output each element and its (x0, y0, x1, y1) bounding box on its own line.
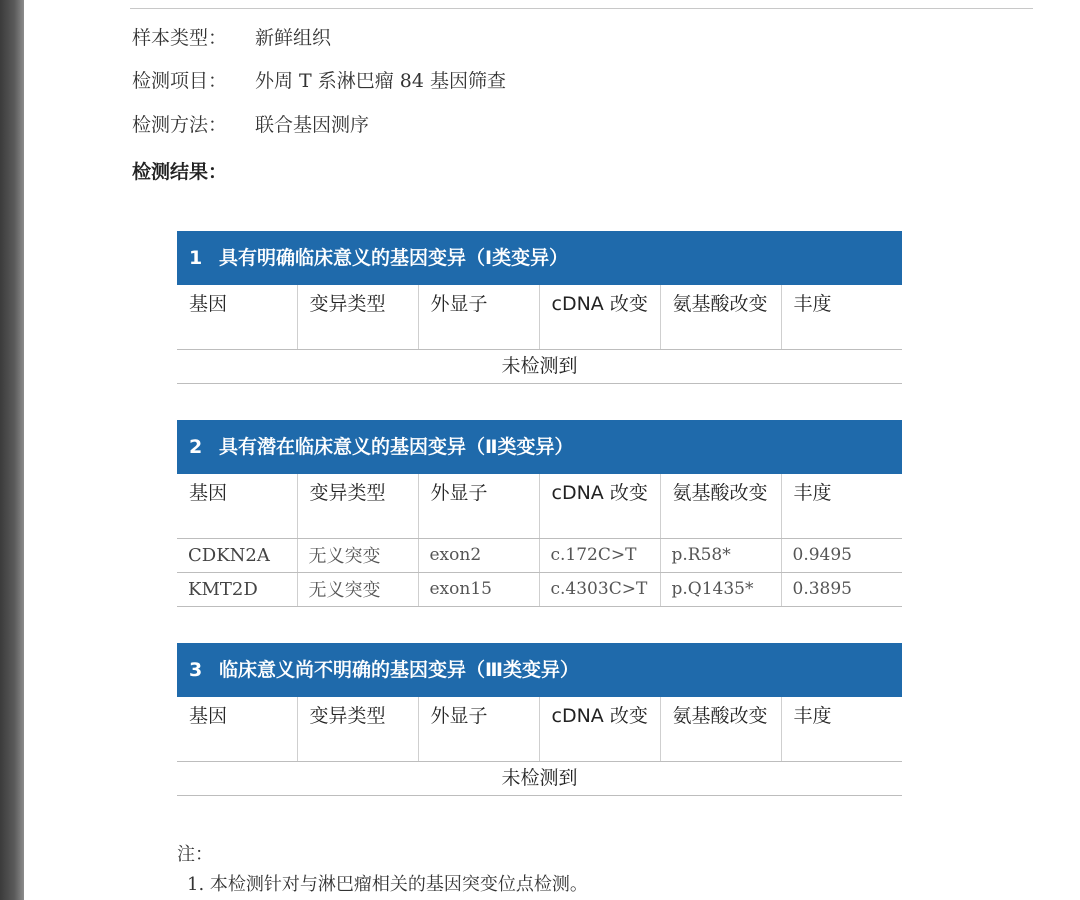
cdna-cell: c.4303C>T (539, 572, 660, 606)
test-method-value: 联合基因测序 (255, 114, 370, 136)
col-cdna: cDNA 改变 (539, 285, 660, 349)
exon-cell: exon2 (418, 538, 539, 572)
table-header-row (177, 474, 902, 538)
gene-cell: CDKN2A (177, 538, 297, 572)
col-amino-acid: 氨基酸改变 (660, 697, 781, 761)
col-abundance: 丰度 (781, 474, 902, 538)
exon-cell: exon15 (418, 572, 539, 606)
section-1-table (177, 285, 902, 350)
section-1-empty-text: 未检测到 (177, 350, 902, 384)
col-variant-type: 变异类型 (297, 697, 418, 761)
cdna-cell: c.172C>T (539, 538, 660, 572)
top-divider (130, 8, 1033, 9)
col-variant-type: 变异类型 (297, 474, 418, 538)
section-1-title: 具有明确临床意义的基因变异（Ⅰ类变异） (219, 247, 569, 269)
section-3-empty-text: 未检测到 (177, 762, 902, 796)
notes (177, 840, 588, 900)
col-cdna: cDNA 改变 (539, 474, 660, 538)
col-variant-type: 变异类型 (297, 285, 418, 349)
table-row (177, 538, 902, 572)
section-3-table (177, 697, 902, 762)
notes-heading: 注： (177, 844, 213, 865)
section-1-header (177, 231, 902, 285)
amino-acid-cell: p.R58* (660, 538, 781, 572)
test-item-value: 外周 T 系淋巴瘤 84 基因筛查 (255, 70, 507, 92)
gene-cell: KMT2D (177, 572, 297, 606)
section-2-title: 具有潜在临床意义的基因变异（Ⅱ类变异） (219, 436, 574, 458)
section-class-1 (177, 231, 902, 384)
test-item-row (132, 68, 506, 94)
col-abundance: 丰度 (781, 697, 902, 761)
test-item-label: 检测项目： (132, 70, 228, 92)
col-exon: 外显子 (418, 285, 539, 349)
section-class-2 (177, 420, 902, 607)
col-cdna: cDNA 改变 (539, 697, 660, 761)
col-exon: 外显子 (418, 697, 539, 761)
page-shadow-edge (0, 0, 24, 900)
variant-type-cell: 无义突变 (297, 572, 418, 606)
test-method-row (132, 112, 369, 138)
abundance-cell: 0.3895 (781, 572, 902, 606)
section-3-title: 临床意义尚不明确的基因变异（Ⅲ类变异） (219, 659, 579, 681)
section-1-number: 1 (189, 247, 203, 269)
variant-type-cell: 无义突变 (297, 538, 418, 572)
section-3-number: 3 (189, 659, 203, 681)
note-item: 1. 本检测针对与淋巴瘤相关的基因突变位点检测。 (187, 874, 588, 895)
section-2-number: 2 (189, 436, 203, 458)
col-gene: 基因 (177, 285, 297, 349)
section-3-header (177, 643, 902, 697)
table-row (177, 572, 902, 606)
abundance-cell: 0.9495 (781, 538, 902, 572)
col-exon: 外显子 (418, 474, 539, 538)
col-gene: 基因 (177, 697, 297, 761)
amino-acid-cell: p.Q1435* (660, 572, 781, 606)
sample-type-label: 样本类型： (132, 27, 228, 49)
results-heading: 检测结果： (132, 161, 228, 183)
test-method-label: 检测方法： (132, 114, 228, 136)
col-amino-acid: 氨基酸改变 (660, 285, 781, 349)
sample-type-row (132, 25, 331, 51)
col-gene: 基因 (177, 474, 297, 538)
section-class-3 (177, 643, 902, 796)
sample-type-value: 新鲜组织 (255, 27, 332, 49)
section-2-table (177, 474, 902, 607)
table-header-row (177, 285, 902, 349)
table-header-row (177, 697, 902, 761)
col-abundance: 丰度 (781, 285, 902, 349)
section-2-header (177, 420, 902, 474)
col-amino-acid: 氨基酸改变 (660, 474, 781, 538)
